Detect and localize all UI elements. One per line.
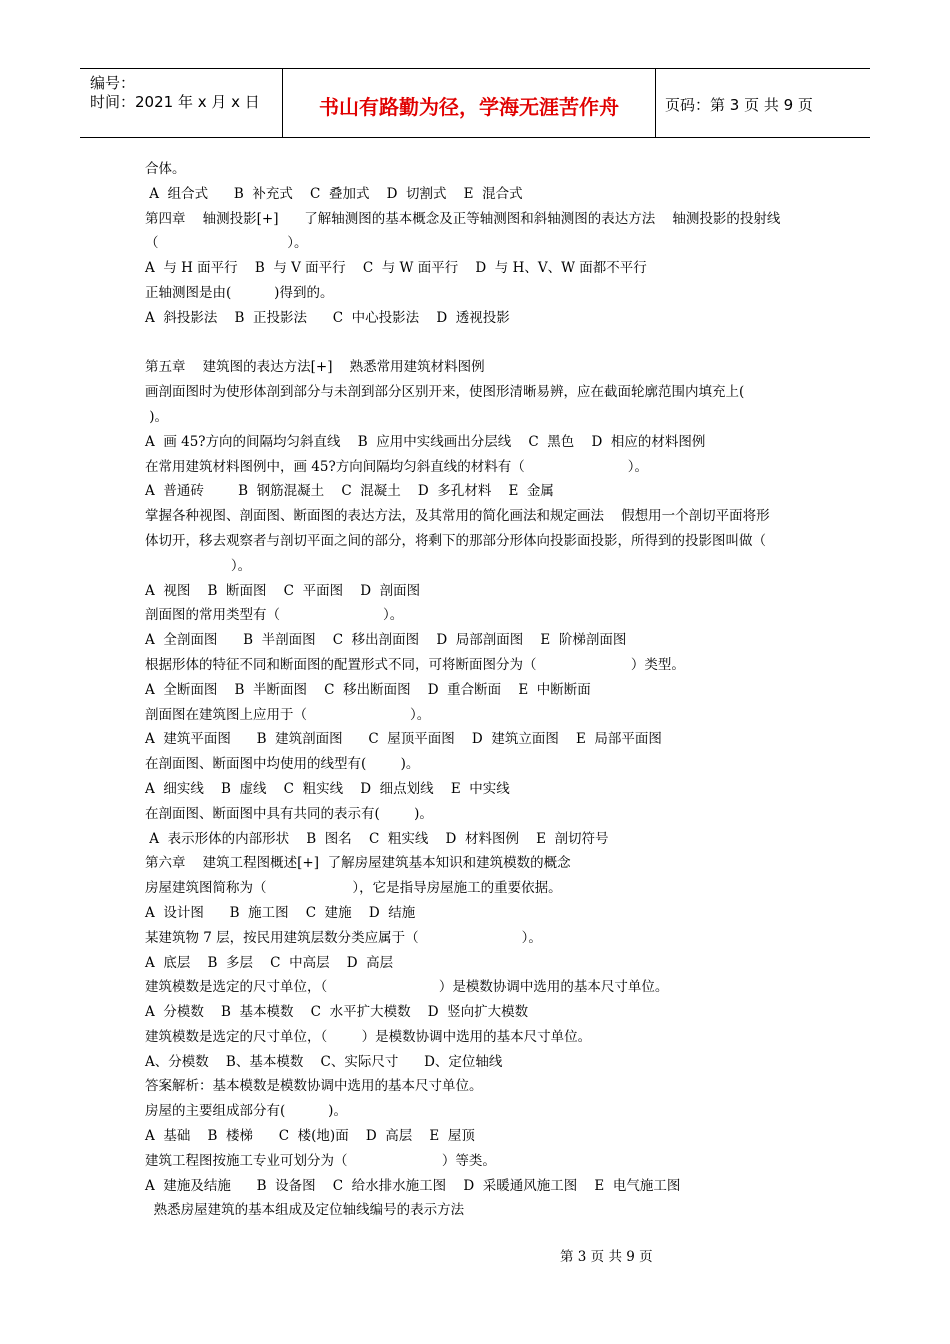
header-info-cell	[80, 69, 282, 137]
text-line: 剖面图在建筑图上应用于（ ）。	[145, 706, 431, 723]
text-line: 画剖面图时为使形体剖到部分与未剖到部分区别开来，使图形清晰易辨，应在截面轮廓范围内填充上(	[145, 384, 745, 401]
text-line: （ ）。	[145, 235, 308, 252]
text-line: 根据形体的特征不同和断面图的配置形式不同，可将断面图分为（ ）类型。	[145, 656, 685, 673]
text-line: A 基础 B 楼梯 C 楼(地)面 D 高层 E 屋顶	[145, 1128, 475, 1145]
text-line: 第六章 建筑工程图概述[+] 了解房屋建筑基本知识和建筑模数的概念	[145, 855, 571, 872]
text-line: 正轴测图是由( )得到的。	[145, 284, 334, 301]
text-line: A 普通砖 B 钢筋混凝土 C 混凝土 D 多孔材料 E 金属	[145, 483, 554, 500]
text-line: A 底层 B 多层 C 中高层 D 高层	[145, 954, 394, 971]
text-line: A 建筑平面图 B 建筑剖面图 C 屋顶平面图 D 建筑立面图 E 局部平面图	[145, 731, 662, 748]
text-line: 建筑模数是选定的尺寸单位，（ ）是模数协调中选用的基本尺寸单位。	[145, 1028, 592, 1045]
text-line: A 设计图 B 施工图 C 建施 D 结施	[145, 904, 416, 921]
text-line: 房屋建筑图简称为（ ），它是指导房屋施工的重要依据。	[145, 880, 562, 897]
text-line: A、分模数 B、基本模数 C、实际尺寸 D、定位轴线	[145, 1053, 503, 1070]
text-line: A 视图 B 断面图 C 平面图 D 剖面图	[145, 582, 421, 599]
text-line: 体切开，移去观察者与剖切平面之间的部分，将剩下的那部分形体向投影面投影，所得到的投影图叫做（	[145, 532, 766, 549]
header-motto-cell	[282, 69, 656, 137]
text-line: A 全剖面图 B 半剖面图 C 移出剖面图 D 局部剖面图 E 阶梯剖面图	[145, 632, 627, 649]
text-line: 合体。	[145, 161, 186, 177]
document-body	[145, 157, 825, 1223]
text-line: 建筑工程图按施工专业可划分为（ ）等类。	[145, 1152, 496, 1169]
header-page-cell	[655, 69, 870, 137]
text-line	[145, 331, 825, 356]
page-header	[80, 68, 870, 138]
text-line: A 斜投影法 B 正投影法 C 中心投影法 D 透视投影	[145, 309, 510, 326]
text-line: 在剖面图、断面图中具有共同的表示有( )。	[145, 805, 433, 822]
text-line: 答案解析：基本模数是模数协调中选用的基本尺寸单位。	[145, 1078, 483, 1095]
motto: 书山有路勤为径，学海无涯苦作舟	[319, 95, 619, 119]
text-line: A 表示形体的内部形状 B 图名 C 粗实线 D 材料图例 E 剖切符号	[145, 830, 609, 847]
text-line: 在剖面图、断面图中均使用的线型有( )。	[145, 756, 420, 773]
serial-label: 编号：	[90, 74, 136, 92]
text-line: ）。	[145, 557, 252, 574]
text-line: A 画 45?方向的间隔均匀斜直线 B 应用中实线画出分层线 C 黑色 D 相应的材料图例	[145, 433, 706, 450]
page-code: 页码：第 3 页 共 9 页	[665, 96, 813, 114]
text-line: 房屋的主要组成部分有( )。	[145, 1103, 347, 1120]
text-line: 建筑模数是选定的尺寸单位，（ ）是模数协调中选用的基本尺寸单位。	[145, 979, 669, 996]
text-line: 第五章 建筑图的表达方法[+] 熟悉常用建筑材料图例	[145, 359, 485, 376]
text-line: A 全断面图 B 半断面图 C 移出断面图 D 重合断面 E 中断断面	[145, 681, 591, 698]
text-line: 剖面图的常用类型有（ ）。	[145, 607, 404, 624]
text-line: 某建筑物 7 层，按民用建筑层数分类应属于（ ）。	[145, 929, 542, 946]
text-line: 熟悉房屋建筑的基本组成及定位轴线编号的表示方法	[145, 1202, 465, 1219]
text-line: A 建施及结施 B 设备图 C 给水排水施工图 D 采暖通风施工图 E 电气施工图	[145, 1177, 681, 1194]
page-footer: 第 3 页 共 9 页	[560, 1249, 653, 1265]
text-line: A 细实线 B 虚线 C 粗实线 D 细点划线 E 中实线	[145, 780, 510, 797]
date-label: 时间：2021 年 x 月 x 日	[90, 93, 260, 111]
text-line: 第四章 轴测投影[+] 了解轴测图的基本概念及正等轴测图和斜轴测图的表达方法 轴测投影的投射线	[145, 210, 781, 227]
text-line: A 分模数 B 基本模数 C 水平扩大模数 D 竖向扩大模数	[145, 1004, 529, 1021]
text-line: )。	[145, 408, 169, 425]
text-line: A 与 H 面平行 B 与 V 面平行 C 与 W 面平行 D 与 H、V、W 面都不平行	[145, 260, 647, 277]
text-line: 在常用建筑材料图例中，画 45?方向间隔均匀斜直线的材料有（ ）。	[145, 458, 648, 475]
text-line: A 组合式 B 补充式 C 叠加式 D 切割式 E 混合式	[145, 185, 523, 202]
text-line: 掌握各种视图、剖面图、断面图的表达方法，及其常用的简化画法和规定画法 假想用一个剖切平面将形	[145, 508, 770, 525]
